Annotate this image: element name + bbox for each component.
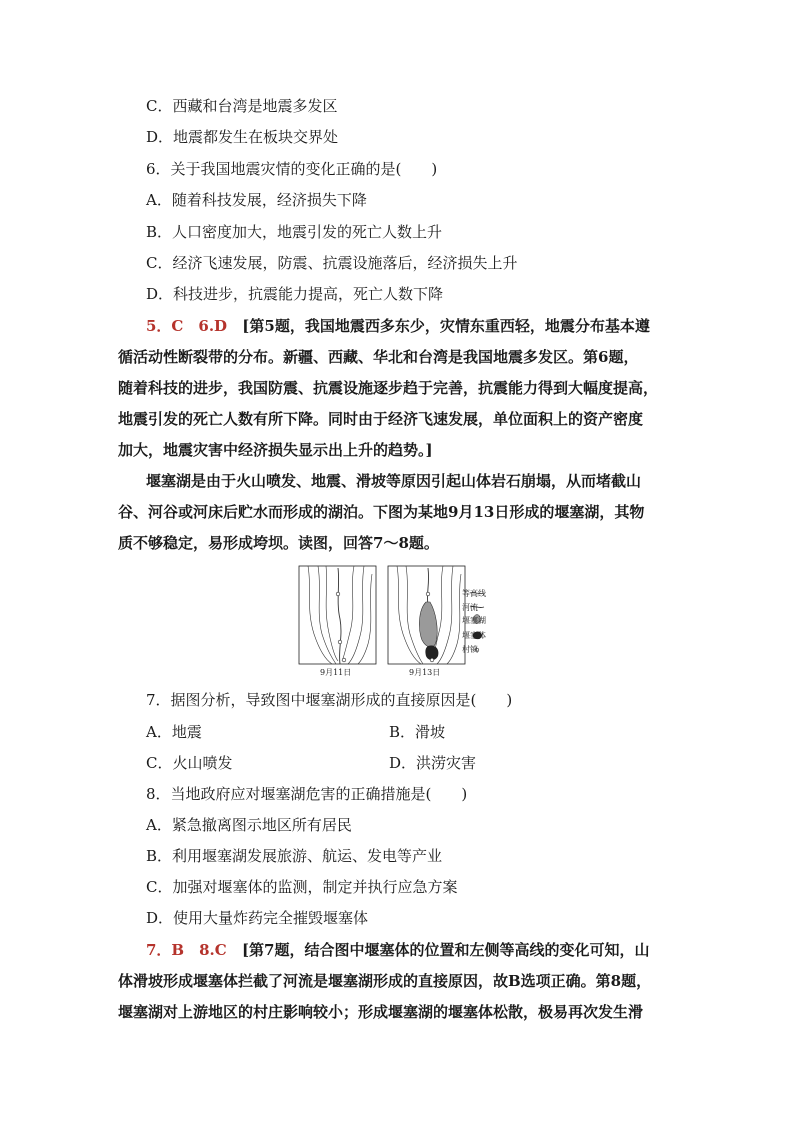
map1-date-label: 9月11日 [320, 668, 352, 677]
legend-dam-body: 堰塞体 [462, 631, 486, 640]
answer-78-line-2: 体滑坡形成堰塞体拦截了河流是堰塞湖形成的直接原因，故B选项正确。第8题， [118, 972, 652, 990]
q8-option-c: C．加强对堰塞体的监测，制定并执行应急方案 [146, 878, 458, 896]
answer-78-line-3: 堰塞湖对上游地区的村庄影响较小；形成堰塞湖的堰塞体松散，极易再次发生滑 [118, 1003, 644, 1021]
intro-line-1: 堰塞湖是由于火山喷发、地震、滑坡等原因引起山体岩石崩塌，从而堵截山 [146, 472, 642, 490]
q8-option-a: A．紧急撤离图示地区所有居民 [146, 816, 352, 834]
answer-56-line-2: 循活动性断裂带的分布。新疆、西藏、华北和台湾是我国地震多发区。第6题， [118, 348, 639, 366]
figure-maps [298, 564, 538, 682]
legend-contour: 等高线 [462, 589, 486, 598]
answer-56-line-1: 5．C 6.D [第5题，我国地震西多东少，灾情东重西轻，地震分布基本遵 [146, 317, 650, 335]
q7-option-c: C．火山喷发 [146, 754, 233, 772]
intro-line-2: 谷、河谷或河床后贮水而形成的湖泊。下图为某地9月13日形成的堰塞湖，其物 [118, 503, 645, 521]
q7-option-d: D．洪涝灾害 [389, 754, 477, 772]
legend-dammed-lake: 堰塞湖 [462, 616, 486, 625]
answer-56-line-5: 加大，地震灾害中经济损失显示出上升的趋势。] [118, 441, 433, 459]
q8-option-b: B．利用堰塞湖发展旅游、航运、发电等产业 [146, 847, 443, 865]
answer-78-key: 7．B 8.C [146, 941, 227, 959]
q6-option-a: A．随着科技发展，经济损失下降 [146, 191, 367, 209]
q6-option-d: D．科技进步，抗震能力提高，死亡人数下降 [146, 285, 444, 303]
q7-options-row-2 [146, 753, 646, 773]
answer-56-line-4: 地震引发的死亡人数有所下降。同时由于经济飞速发展，单位面积上的资产密度 [118, 410, 644, 428]
legend-river: 河流 [462, 603, 478, 612]
q6-stem: 6．关于我国地震灾情的变化正确的是( ) [146, 160, 438, 178]
legend-village: 村镇 [462, 645, 478, 654]
q7-stem: 7．据图分析，导致图中堰塞湖形成的直接原因是( ) [146, 691, 513, 709]
answer-56-key: 5．C 6.D [146, 317, 228, 335]
q5-option-d: D．地震都发生在板块交界处 [146, 128, 339, 146]
q8-stem: 8．当地政府应对堰塞湖危害的正确措施是( ) [146, 785, 468, 803]
q7-option-a: A．地震 [146, 723, 202, 741]
q5-option-c: C．西藏和台湾是地震多发区 [146, 97, 338, 115]
map2-date-label: 9月13日 [409, 668, 441, 677]
contour-maps-graphic [298, 564, 538, 682]
answer-56-line-3: 随着科技的进步，我国防震、抗震设施逐步趋于完善，抗震能力得到大幅度提高， [118, 379, 659, 397]
intro-line-3: 质不够稳定，易形成垮坝。读图，回答7～8题。 [118, 534, 439, 552]
q7-option-b: B．滑坡 [389, 723, 446, 741]
answer-78-line-1: 7．B 8.C [第7题，结合图中堰塞体的位置和左侧等高线的变化可知，山 [146, 941, 650, 959]
q8-option-d: D．使用大量炸药完全摧毁堰塞体 [146, 909, 369, 927]
q6-option-c: C．经济飞速发展，防震、抗震设施落后，经济损失上升 [146, 254, 518, 272]
q7-options-row-1 [146, 722, 646, 742]
q6-option-b: B．人口密度加大，地震引发的死亡人数上升 [146, 223, 443, 241]
